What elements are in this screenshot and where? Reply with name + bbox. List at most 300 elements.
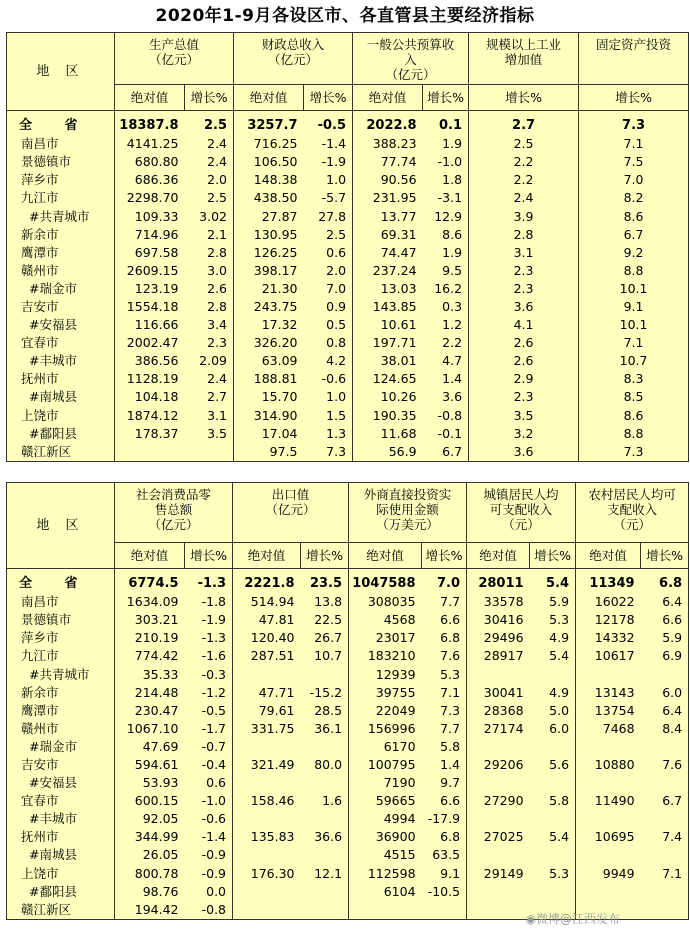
cell-gdp_g: 3.1 <box>207 407 228 423</box>
cell-fdi: 22049 <box>349 702 422 720</box>
cell-fdi_g: 1.4 <box>440 756 461 772</box>
sub-header-growth: 增长% <box>185 543 233 569</box>
cell-gpb: 237.24 <box>353 262 423 280</box>
cell-ind_g: 2.4 <box>469 189 579 207</box>
cell-urb_g <box>530 846 576 864</box>
watermark: ◉微博@江西发布 <box>525 912 620 926</box>
cell-fin_g: 4.2 <box>326 353 347 369</box>
cell-gpb: 90.56 <box>353 171 423 189</box>
table-row <box>7 720 689 738</box>
cell-exp_g <box>301 665 349 683</box>
cell-fdi_g: -10.5 <box>427 883 461 899</box>
cell-rur_g: 5.9 <box>641 629 689 647</box>
cell-rur_g <box>641 738 689 756</box>
cell-rur: 7468 <box>576 720 641 738</box>
cell-ret: 1634.09 <box>115 593 185 611</box>
cell-fdi_g: 7.1 <box>440 684 461 700</box>
cell-gpb: 69.31 <box>353 226 423 244</box>
cell-gpb_g: 16.2 <box>434 280 463 296</box>
cell-gdp: 178.37 <box>115 425 185 443</box>
cell-gdp_g <box>185 443 234 462</box>
col-header-fiscal-revenue <box>234 33 353 85</box>
table-row <box>7 370 689 388</box>
cell-ret: 26.05 <box>115 846 185 864</box>
cell-urb_g: 5.3 <box>549 612 570 628</box>
region-name: #共青城市 <box>7 207 115 225</box>
table-row <box>7 207 689 225</box>
table-row <box>7 189 689 207</box>
cell-fdi_g: 7.0 <box>437 576 461 592</box>
cell-fdi_g: 6.6 <box>440 793 461 809</box>
table-row <box>7 846 689 864</box>
cell-rur: 11490 <box>576 792 641 810</box>
cell-ret: 214.48 <box>115 684 185 702</box>
table-row <box>7 171 689 189</box>
cell-rur: 10617 <box>576 647 641 665</box>
col-header-public-budget <box>353 33 469 85</box>
cell-rur <box>576 810 641 828</box>
cell-urb_g: 5.8 <box>549 793 570 809</box>
cell-ind_g: 2.7 <box>469 111 579 136</box>
cell-gdp_g: 2.8 <box>207 244 228 260</box>
cell-inv_g: 7.1 <box>579 135 689 153</box>
total-row <box>7 569 689 594</box>
cell-rur_g: 7.6 <box>641 756 689 774</box>
cell-fdi: 4568 <box>349 611 422 629</box>
cell-ind_g: 2.3 <box>469 262 579 280</box>
weibo-logo-icon: ◉ <box>525 912 536 926</box>
cell-exp: 79.61 <box>233 702 301 720</box>
cell-urb: 28011 <box>467 569 530 594</box>
region-name: 九江市 <box>7 189 115 207</box>
cell-rur: 9949 <box>576 865 641 883</box>
cell-fin_g: 0.5 <box>326 317 347 333</box>
cell-exp: 135.83 <box>233 828 301 846</box>
cell-gpb: 13.03 <box>353 280 423 298</box>
col-header-line: 财政总收入 <box>261 37 325 52</box>
col-header-line: 入 <box>404 52 417 67</box>
cell-fin: 130.95 <box>234 226 304 244</box>
cell-inv_g: 7.1 <box>579 334 689 352</box>
cell-fin: 716.25 <box>234 135 304 153</box>
col-header-line: 可支配收入 <box>489 502 553 517</box>
cell-rur: 13143 <box>576 684 641 702</box>
cell-exp_g <box>301 774 349 792</box>
watermark-prefix: 微博 <box>535 912 560 926</box>
table-row <box>7 316 689 334</box>
cell-fdi: 1047588 <box>349 569 422 594</box>
cell-fin_g: 2.5 <box>326 226 347 242</box>
cell-gdp_g: 3.02 <box>199 208 228 224</box>
cell-exp <box>233 774 301 792</box>
cell-ret_g: -0.6 <box>201 811 227 827</box>
cell-ret: 53.93 <box>115 774 185 792</box>
cell-rur_g <box>641 883 689 901</box>
sub-header-absolute: 绝对值 <box>234 85 304 111</box>
cell-rur_g: 8.4 <box>641 720 689 738</box>
cell-urb_g: 5.4 <box>549 648 570 664</box>
table-row <box>7 298 689 316</box>
cell-inv_g: 9.1 <box>579 298 689 316</box>
cell-gpb: 77.74 <box>353 153 423 171</box>
region-name: #南城县 <box>7 846 115 864</box>
cell-gpb: 143.85 <box>353 298 423 316</box>
sub-header-absolute: 绝对值 <box>353 85 423 111</box>
region-name: 萍乡市 <box>7 171 115 189</box>
col-header-line: 固定资产投资 <box>596 37 672 52</box>
cell-urb_g <box>530 810 576 828</box>
sub-header-growth: 增长% <box>579 85 689 111</box>
cell-gpb_g: 1.8 <box>442 172 463 188</box>
cell-inv_g: 8.2 <box>579 189 689 207</box>
table-row <box>7 684 689 702</box>
cell-ret_g: -0.9 <box>201 865 227 881</box>
table-row <box>7 280 689 298</box>
region-name: 赣州市 <box>7 262 115 280</box>
cell-ret_g: -1.3 <box>197 576 227 592</box>
cell-inv_g: 8.8 <box>579 425 689 443</box>
cell-fin: 243.75 <box>234 298 304 316</box>
cell-gdp_g: 3.5 <box>207 425 228 441</box>
cell-gdp: 386.56 <box>115 352 185 370</box>
cell-gpb: 197.71 <box>353 334 423 352</box>
cell-urb <box>467 774 530 792</box>
cell-rur: 10695 <box>576 828 641 846</box>
cell-ret: 303.21 <box>115 611 185 629</box>
table-row <box>7 883 689 901</box>
cell-exp <box>233 738 301 756</box>
table-row <box>7 388 689 406</box>
cell-urb_g <box>530 738 576 756</box>
cell-ind_g: 3.2 <box>469 425 579 443</box>
cell-gpb_g: 0.3 <box>442 298 463 314</box>
region-name: 吉安市 <box>7 298 115 316</box>
col-header-line: 增加值 <box>504 52 543 67</box>
cell-urb: 30041 <box>467 684 530 702</box>
col-header-line: （元） <box>502 517 540 532</box>
cell-fdi_g: 6.8 <box>440 829 461 845</box>
cell-ret: 230.47 <box>115 702 185 720</box>
cell-fdi_g: 7.6 <box>440 648 461 664</box>
cell-fin_g: 7.0 <box>326 280 347 296</box>
cell-fin_g: 1.0 <box>326 389 347 405</box>
cell-fin: 438.50 <box>234 189 304 207</box>
table-row <box>7 407 689 425</box>
cell-rur_g: 6.4 <box>641 593 689 611</box>
region-name: 赣江新区 <box>7 901 115 920</box>
cell-gdp: 2298.70 <box>115 189 185 207</box>
cell-urb <box>467 846 530 864</box>
cell-fdi_g: 9.1 <box>440 865 461 881</box>
cell-urb_g: 6.0 <box>549 720 570 736</box>
cell-exp: 321.49 <box>233 756 301 774</box>
cell-ind_g: 2.2 <box>469 171 579 189</box>
col-header-line: （万美元） <box>376 517 439 532</box>
cell-fdi_g: 7.3 <box>440 702 461 718</box>
region-header: 地 区 <box>7 483 115 569</box>
cell-fdi: 7190 <box>349 774 422 792</box>
cell-ind_g: 3.5 <box>469 407 579 425</box>
col-header-gdp <box>115 33 234 85</box>
col-header-line: 城镇居民人均 <box>483 487 559 502</box>
col-header-line: （亿元） <box>149 52 200 67</box>
region-name: #瑞金市 <box>7 738 115 756</box>
cell-fdi_g: 7.7 <box>440 720 461 736</box>
cell-gpb: 10.61 <box>353 316 423 334</box>
cell-rur_g: 7.4 <box>641 828 689 846</box>
cell-fin: 63.09 <box>234 352 304 370</box>
cell-ret_g: -1.2 <box>201 684 227 700</box>
cell-urb_g: 5.0 <box>549 702 570 718</box>
region-name: 景德镇市 <box>7 153 115 171</box>
cell-exp_g: 1.6 <box>322 793 343 809</box>
cell-ret: 1067.10 <box>115 720 185 738</box>
cell-gpb: 56.9 <box>353 443 423 462</box>
sub-header-absolute: 绝对值 <box>349 543 422 569</box>
cell-gdp: 1554.18 <box>115 298 185 316</box>
region-name: 赣州市 <box>7 720 115 738</box>
cell-gpb: 231.95 <box>353 189 423 207</box>
cell-urb_g <box>530 774 576 792</box>
cell-fin: 97.5 <box>234 443 304 462</box>
region-name: 南昌市 <box>7 593 115 611</box>
sub-header-growth: 增长% <box>423 85 469 111</box>
cell-fin_g: 0.9 <box>326 298 347 314</box>
cell-rur: 10880 <box>576 756 641 774</box>
cell-gdp_g: 2.5 <box>207 190 228 206</box>
col-header-exports <box>233 483 349 543</box>
cell-gdp: 109.33 <box>115 207 185 225</box>
cell-gpb_g: 9.5 <box>442 262 463 278</box>
cell-gdp_g: 2.6 <box>207 280 228 296</box>
cell-ret: 344.99 <box>115 828 185 846</box>
cell-inv_g: 9.2 <box>579 244 689 262</box>
cell-gpb_g: 1.9 <box>442 136 463 152</box>
cell-fin_g: 27.8 <box>318 208 347 224</box>
cell-gdp: 4141.25 <box>115 135 185 153</box>
col-header-line: 外商直接投资实 <box>363 487 452 502</box>
cell-ret_g: -0.4 <box>201 756 227 772</box>
cell-ind_g: 2.6 <box>469 352 579 370</box>
cell-fdi_g: 5.8 <box>440 738 461 754</box>
cell-gdp_g: 2.1 <box>207 226 228 242</box>
sub-header-growth: 增长% <box>469 85 579 111</box>
cell-ret: 6774.5 <box>115 569 185 594</box>
table-row <box>7 756 689 774</box>
region-name: 景德镇市 <box>7 611 115 629</box>
cell-ret: 92.05 <box>115 810 185 828</box>
col-header-line: 生产总值 <box>149 37 200 52</box>
cell-gpb: 388.23 <box>353 135 423 153</box>
sub-header-growth: 增长% <box>185 85 234 111</box>
cell-gpb_g: 1.2 <box>442 317 463 333</box>
cell-gdp: 1874.12 <box>115 407 185 425</box>
table-row <box>7 828 689 846</box>
cell-inv_g: 10.1 <box>579 316 689 334</box>
table-row <box>7 738 689 756</box>
region-name: 吉安市 <box>7 756 115 774</box>
cell-ind_g: 3.1 <box>469 244 579 262</box>
cell-rur: 11349 <box>576 569 641 594</box>
cell-ret: 47.69 <box>115 738 185 756</box>
cell-gdp: 2002.47 <box>115 334 185 352</box>
cell-ret_g: -1.3 <box>201 630 227 646</box>
cell-fdi: 156996 <box>349 720 422 738</box>
cell-inv_g: 8.6 <box>579 407 689 425</box>
cell-fdi_g: 5.3 <box>440 666 461 682</box>
cell-ret: 194.42 <box>115 901 185 920</box>
cell-gpb_g: -0.8 <box>437 407 463 423</box>
cell-exp_g <box>301 901 349 920</box>
cell-fin: 398.17 <box>234 262 304 280</box>
region-name: 萍乡市 <box>7 629 115 647</box>
cell-rur: 12178 <box>576 611 641 629</box>
cell-urb: 27174 <box>467 720 530 738</box>
col-header-line: 出口值 <box>271 487 310 502</box>
cell-urb_g: 5.9 <box>549 594 570 610</box>
col-header-line: 售总额 <box>154 502 193 517</box>
region-name: 鹰潭市 <box>7 244 115 262</box>
cell-fin: 148.38 <box>234 171 304 189</box>
cell-gdp_g: 2.5 <box>203 118 228 134</box>
cell-rur_g: 7.1 <box>641 865 689 883</box>
cell-ret: 210.19 <box>115 629 185 647</box>
col-header-line: 际使用金额 <box>376 502 439 517</box>
cell-fin_g: 0.8 <box>326 335 347 351</box>
cell-gdp: 123.19 <box>115 280 185 298</box>
cell-exp_g: 80.0 <box>314 756 343 772</box>
cell-exp_g: 23.5 <box>309 576 343 592</box>
region-name: 抚州市 <box>7 828 115 846</box>
cell-gpb: 10.26 <box>353 388 423 406</box>
cell-gpb_g: 1.9 <box>442 244 463 260</box>
cell-inv_g: 8.6 <box>579 207 689 225</box>
cell-gdp_g: 2.09 <box>199 353 228 369</box>
cell-exp: 2221.8 <box>233 569 301 594</box>
cell-ind_g: 2.8 <box>469 226 579 244</box>
cell-fin_g: 0.6 <box>326 244 347 260</box>
cell-gdp_g: 2.4 <box>207 136 228 152</box>
cell-fdi_g: 9.7 <box>440 775 461 791</box>
cell-gdp: 680.80 <box>115 153 185 171</box>
region-name: 全 省 <box>7 111 115 136</box>
cell-gpb_g: 12.9 <box>434 208 463 224</box>
cell-fdi: 59665 <box>349 792 422 810</box>
cell-rur <box>576 665 641 683</box>
cell-gdp: 18387.8 <box>115 111 185 136</box>
cell-fdi <box>349 901 422 920</box>
cell-exp: 176.30 <box>233 865 301 883</box>
cell-gpb_g: -0.1 <box>437 425 463 441</box>
cell-gdp_g: 2.4 <box>207 371 228 387</box>
cell-gdp: 714.96 <box>115 226 185 244</box>
cell-exp: 47.71 <box>233 684 301 702</box>
cell-rur_g: 6.0 <box>641 684 689 702</box>
cell-urb <box>467 810 530 828</box>
cell-exp_g: -15.2 <box>309 684 343 700</box>
cell-fdi_g: 7.7 <box>440 594 461 610</box>
cell-fdi: 4994 <box>349 810 422 828</box>
cell-gdp_g: 2.4 <box>207 154 228 170</box>
region-name: 鹰潭市 <box>7 702 115 720</box>
cell-exp_g: 26.7 <box>314 630 343 646</box>
table-row <box>7 334 689 352</box>
region-name: 宜春市 <box>7 334 115 352</box>
cell-exp_g: 13.8 <box>314 594 343 610</box>
cell-ind_g: 2.3 <box>469 280 579 298</box>
sub-header-absolute: 绝对值 <box>467 543 530 569</box>
cell-inv_g: 8.5 <box>579 388 689 406</box>
cell-gpb: 38.01 <box>353 352 423 370</box>
cell-rur_g: 6.4 <box>641 702 689 720</box>
region-name: #鄱阳县 <box>7 883 115 901</box>
cell-ind_g: 3.6 <box>469 443 579 462</box>
cell-urb <box>467 738 530 756</box>
sub-header-absolute: 绝对值 <box>115 85 185 111</box>
cell-ret: 774.42 <box>115 647 185 665</box>
cell-ind_g: 2.9 <box>469 370 579 388</box>
cell-fin_g: -5.7 <box>321 190 347 206</box>
cell-inv_g: 8.3 <box>579 370 689 388</box>
table-row <box>7 425 689 443</box>
cell-rur_g <box>641 901 689 920</box>
cell-ind_g: 3.9 <box>469 207 579 225</box>
sub-header-growth: 增长% <box>301 543 349 569</box>
table-row <box>7 593 689 611</box>
region-name: 九江市 <box>7 647 115 665</box>
cell-inv_g: 8.8 <box>579 262 689 280</box>
cell-fdi: 308035 <box>349 593 422 611</box>
cell-ret_g: -0.5 <box>201 702 227 718</box>
cell-ret_g: 0.0 <box>206 883 227 899</box>
cell-exp <box>233 901 301 920</box>
cell-inv_g: 7.5 <box>579 153 689 171</box>
cell-exp <box>233 846 301 864</box>
cell-gdp_g: 2.3 <box>207 335 228 351</box>
cell-urb_g: 5.6 <box>549 756 570 772</box>
cell-exp_g <box>301 738 349 756</box>
region-name: #瑞金市 <box>7 280 115 298</box>
cell-ret_g: 0.6 <box>206 775 227 791</box>
cell-ret_g: -0.3 <box>201 666 227 682</box>
cell-gdp_g: 3.0 <box>207 262 228 278</box>
cell-fdi: 36900 <box>349 828 422 846</box>
cell-gpb_g: 8.6 <box>442 226 463 242</box>
cell-inv_g: 6.7 <box>579 226 689 244</box>
cell-urb_g: 4.9 <box>549 684 570 700</box>
table-row <box>7 865 689 883</box>
cell-urb: 33578 <box>467 593 530 611</box>
col-header-line: （亿元） <box>268 52 319 67</box>
cell-fdi: 6170 <box>349 738 422 756</box>
col-header-line: 社会消费品零 <box>136 487 212 502</box>
cell-gdp_g: 3.4 <box>207 317 228 333</box>
cell-fin_g: 2.0 <box>326 262 347 278</box>
cell-exp_g <box>301 846 349 864</box>
region-name: 全 省 <box>7 569 115 594</box>
cell-rur_g <box>641 774 689 792</box>
cell-fdi_g: 63.5 <box>432 847 461 863</box>
table-row <box>7 443 689 462</box>
cell-gpb: 11.68 <box>353 425 423 443</box>
cell-fdi: 183210 <box>349 647 422 665</box>
cell-urb_g: 5.4 <box>549 829 570 845</box>
cell-fin_g: -1.4 <box>321 136 347 152</box>
cell-ret_g: -1.4 <box>201 829 227 845</box>
cell-rur_g <box>641 846 689 864</box>
table-row <box>7 774 689 792</box>
page-title: 2020年1-9月各设区市、各直管县主要经济指标 <box>155 6 535 26</box>
